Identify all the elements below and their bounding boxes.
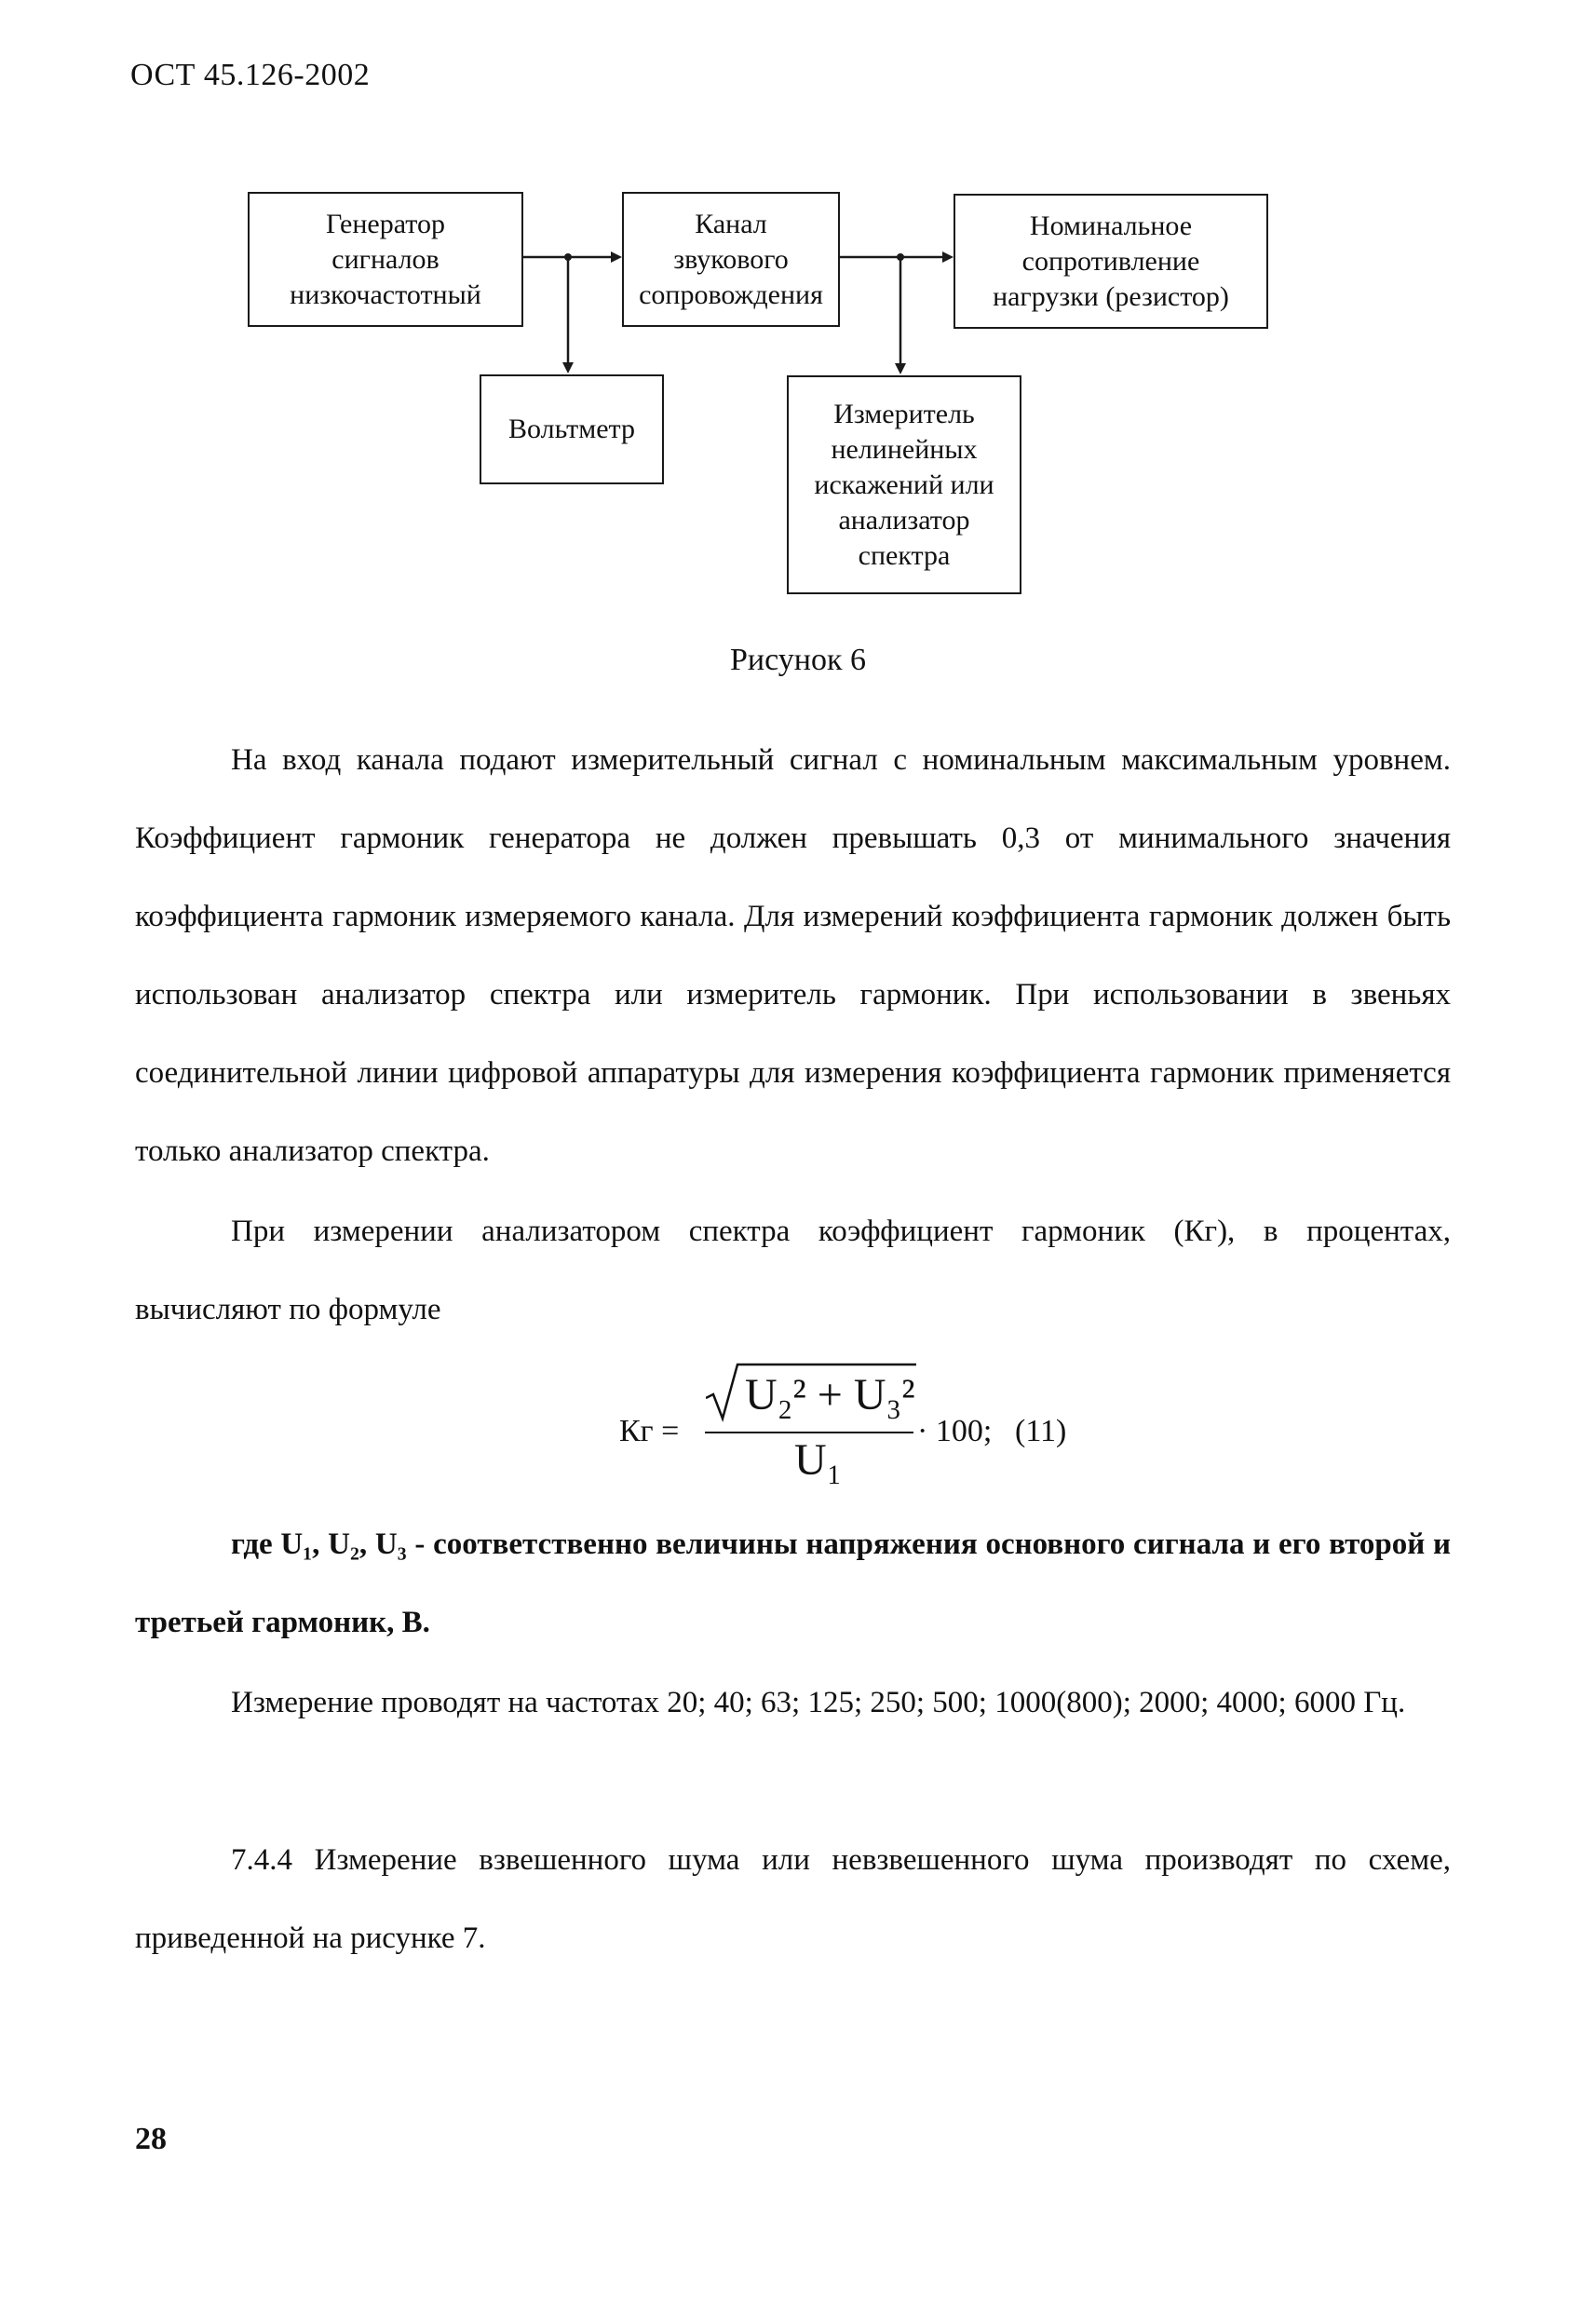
voltmeter-label: Вольтметр [507,414,635,444]
formula-tail: · 100; [917,1414,993,1448]
analyzer-label: Измеритель нелинейных искажений или анализатор спектра [814,398,994,571]
generator-label: Генератор сигналов низкочастотный [290,208,481,310]
paragraph-2-line-2: вычисляют по формуле [135,1293,441,1326]
fraction-bar [705,1432,913,1433]
paragraph-4: Измерение проводят на частотах 20; 40; 63; 125; 250; 500; 1000(800); 2000; 4000; 6000 Гц. [231,1686,1406,1719]
paragraph-5: 7.4.4 Измерение взвешенного шума или невзвешенного шума производят по схеме, приведенной на рисунке 7. [135,1843,1451,1955]
formula-denominator: U₁ [794,1435,843,1485]
page-number: 28 [135,2122,167,2156]
paragraph-2-line-1: При измерении анализатором спектра коэффициент гармоник (Кг), в процентах, [231,1215,1451,1248]
document-code: ОСТ 45.126-2002 [130,58,371,92]
figure-caption: Рисунок 6 [730,643,866,677]
diagram-connectors [0,0,1596,652]
paragraph-1: На вход канала подают измерительный сигнал с номинальным максимальным уровнем. Коэффициент гармоник генератора не должен превышать 0,3 от минимального значения коэффициента гармоник измеряемого канала. Для измерений коэффициента гармоник должен быть использован анализатор спектра или измеритель гармоник. При использовании в звеньях соединительной линии цифровой аппаратуры для измерения коэффициента гармоник применяется только анализатор спектра. [135,743,1451,1168]
load-label: Номинальное сопротивление нагрузки (резистор) [993,210,1229,312]
formula-lhs: Кг = [619,1414,680,1448]
paragraph-3: где U₁, U₂, U₃ - соответственно величины напряжения основного сигнала и его второй и третьей гармоник, В. [135,1528,1451,1639]
formula-number: (11) [1015,1414,1067,1448]
formula-11 [619,1355,1364,1504]
formula-numerator: U₂² + U₃² [745,1370,915,1419]
channel-label: Канал звукового сопровождения [639,208,823,310]
